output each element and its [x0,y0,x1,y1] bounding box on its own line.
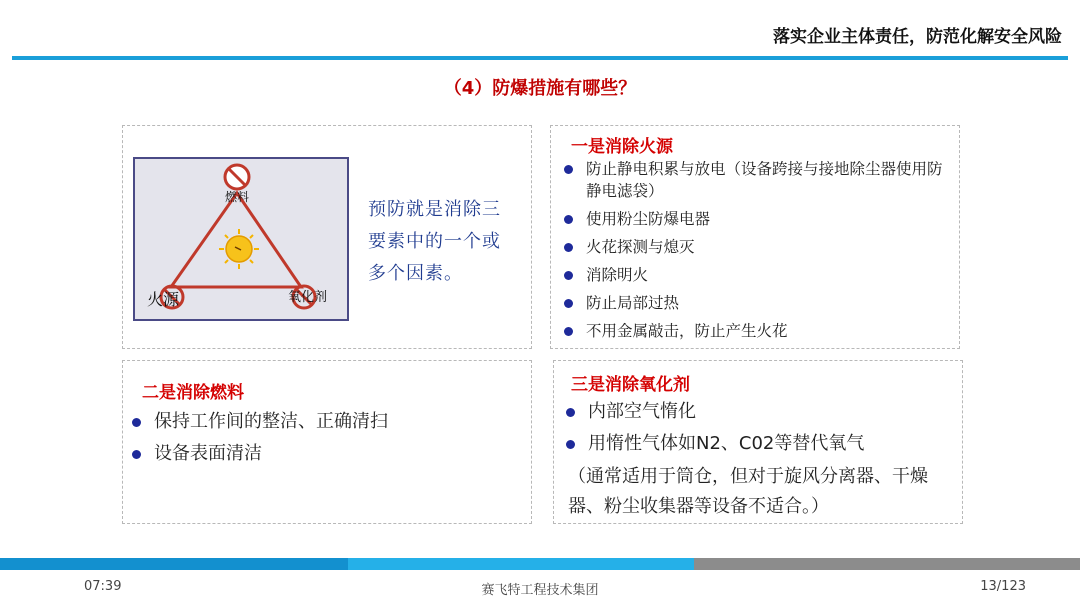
bullet-icon [132,418,141,427]
list-item: 保持工作间的整洁、正确清扫 [128,410,524,434]
header-title: 落实企业主体责任，防范化解安全风险 [773,27,1062,47]
list-item: 使用粉尘防爆电器 [560,208,954,230]
fuel-label: 燃料 [224,190,250,204]
bullet-icon [564,243,573,252]
bullet-icon [564,327,573,336]
bullet-icon [566,408,575,417]
oxidizer-list [562,400,958,464]
footer-bar-dark-blue [0,558,348,570]
footer-company: 赛飞特工程技术集团 [481,583,599,598]
prohibit-icon [225,165,249,189]
intro-text: 预防就是消除三要素中的一个或多个因素。 [368,199,501,284]
fuel-heading: 二是消除燃料 [142,383,244,403]
list-item: 用惰性气体如N2、C02等替代氧气 [562,432,958,456]
bullet-icon [132,450,141,459]
fire-triangle-graphic [135,159,347,319]
list-item: 内部空气惰化 [562,400,958,424]
bullet-icon [564,215,573,224]
section-title: （4）防爆措施有哪些？ [443,78,637,99]
sun-icon [219,229,259,269]
footer-page-number: 13/123 [980,579,1026,594]
list-item: 防止局部过热 [560,292,954,314]
oxidizer-label: 氧化剂 [288,290,328,305]
footer-bar-light-blue [348,558,694,570]
bullet-icon [566,440,575,449]
fire-triangle-diagram [133,157,349,321]
list-item: 火花探测与熄灭 [560,236,954,258]
footer-bar-gray [694,558,1080,570]
bullet-icon [564,299,573,308]
bullet-icon [564,271,573,280]
oxidizer-note: （通常适用于筒仓，但对于旋风分离器、干燥器、粉尘收集器等设备不适合。） [568,466,928,517]
fire-label: 火源 [147,290,180,309]
fire-source-list [560,158,954,348]
list-item: 设备表面清洁 [128,442,524,466]
bullet-icon [564,165,573,174]
footer-time: 07:39 [84,579,122,594]
fire-source-heading: 一是消除火源 [571,137,673,157]
fuel-list [128,410,524,474]
oxidizer-heading: 三是消除氧化剂 [571,375,690,395]
list-item: 消除明火 [560,264,954,286]
list-item: 防止静电积累与放电（设备跨接与接地除尘器使用防静电滤袋） [560,158,954,202]
list-item: 不用金属敲击，防止产生火花 [560,320,954,342]
header-divider [12,56,1068,60]
